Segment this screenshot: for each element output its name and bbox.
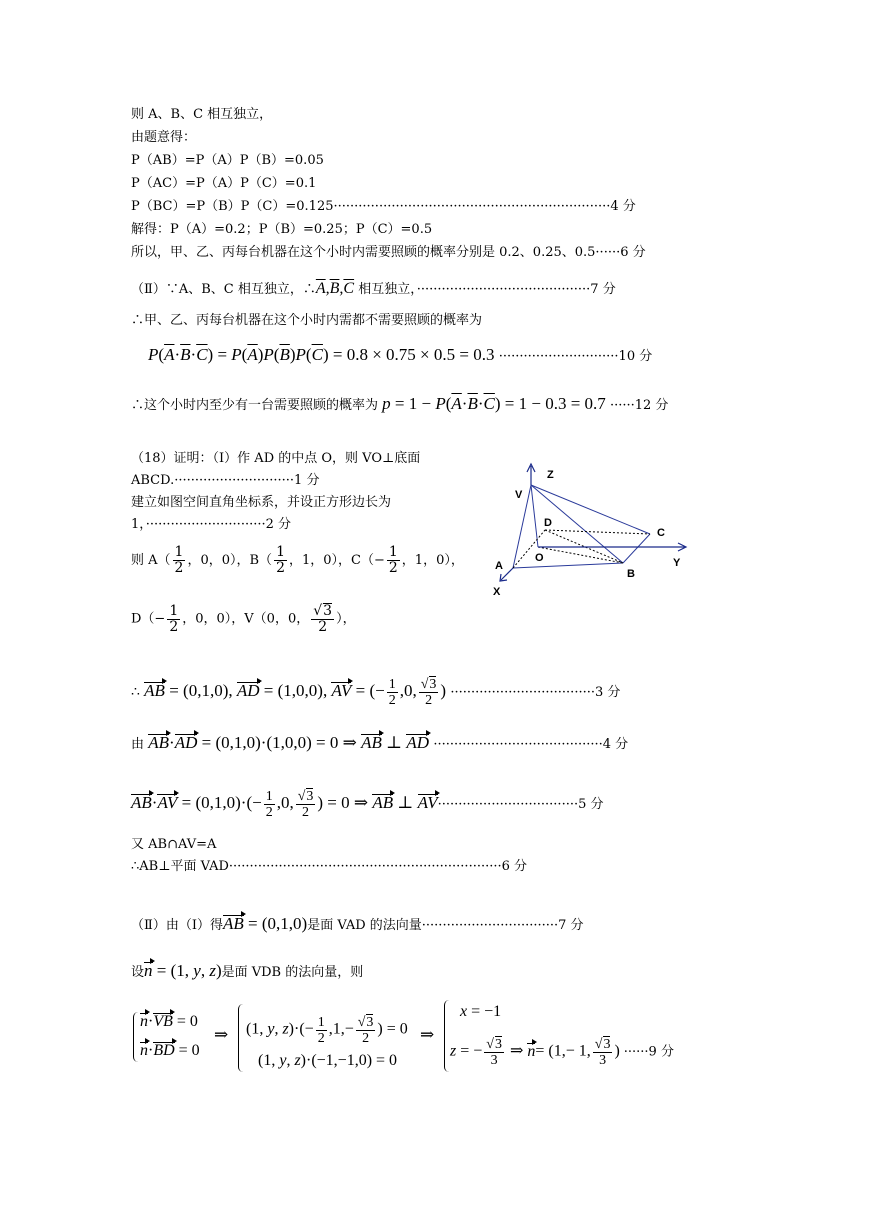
equation: 由 AB·AD = (0,1,0)·(1,0,0) = 0 ⇒ AB ⊥ AD ·········································4 分 (131, 733, 629, 752)
text-line: （Ⅱ）∵A、B、C 相互独立，$\therefore\overline{A},\overline{B},\overline{C}$ 相互独立，··········································7 分 (131, 280, 616, 297)
brace (444, 1000, 449, 1072)
edge-ab (513, 563, 623, 568)
label-b: B (627, 568, 635, 580)
label-z: Z (547, 469, 554, 481)
text-line: （18）证明：（Ⅰ）作 AD 的中点 O，则 VO⊥底面 (131, 451, 421, 466)
text-line: ABCD.·····························1 分 (131, 473, 320, 488)
edge-ob (538, 547, 623, 563)
label-y: Y (673, 557, 681, 569)
brace (133, 1012, 138, 1062)
label-x: X (493, 586, 501, 598)
text-line: ∴这个小时内至少有一台需要照顾的概率为 $p = 1 - P(\overline{A}\cdot\overline{B}\cdot\overline{C}) = 1 - 0.3 = 0.7 \cdot\cdot\cdot\cdot\cdot\cdot 12$ 分 (131, 394, 669, 413)
label-c: C (657, 527, 665, 539)
text-line: 则 A、B、C 相互独立， (131, 107, 273, 122)
edge-dc (545, 530, 650, 534)
text-line: 1，·····························2 分 (131, 517, 292, 532)
text-line: 又 AB∩AV=A (131, 837, 217, 852)
text-line: 解得：P（A）=0.2；P（B）=0.25；P（C）=0.5 (131, 222, 433, 237)
text-line: 建立如图空间直角坐标系，并设正方形边长为 (131, 495, 392, 510)
text-line: 由题意得： (131, 130, 197, 145)
edge-bc (623, 534, 650, 563)
text-line: P（AB）=P（A）P（B）=0.05 (131, 153, 324, 168)
text-line: 设n = (1, y, z)是面 VDB 的法向量，则 (131, 961, 364, 980)
label-o: O (535, 552, 544, 564)
coordinate-pyramid-figure (485, 460, 700, 600)
text-line: P（AC）=P（A）P（C）=0.1 (131, 176, 317, 191)
equation: AB·AV = (0,1,0)·(− $\frac{1}{2}$ ,0, $\frac{√3}{2}$ ) = 0 ⇒ AB ⊥ AV··································5 分 (131, 788, 604, 820)
text-line: 所以，甲、乙、丙每台机器在这个小时内需要照顾的概率分别是 0.2、0.25、0.5······6 分 (131, 245, 646, 260)
text-line: P（BC）=P（B）P（C）=0.125···································································4 分 (131, 199, 636, 214)
text-line: 则 A（ $\frac{1}{2}$ ，0，0），B（ $\frac{1}{2}$ ，1，0），C（− $\frac{1}{2}$ ，1，0）， (131, 544, 464, 576)
equation: $P(\overline{A}\cdot\overline{B}\cdot\overline{C}) = P(\overline{A})P(\overline{B})P(\overline{C}) = 0.8 \times 0.75 \times 0.5 = 0.3 \cdot\cdot\cdot\cdot\cdot\cdot\cdot\cdot\cdot\cdot\cdot\cdot\cdot\cdot\cdot\cdot\cdot\cdot\cdot\cdot\cdot\cdot\cdot\cdot\cdot\cdot\cdot\cdot\cdot 10$ 分 (148, 345, 653, 364)
label-v: V (515, 489, 523, 501)
label-d: D (544, 517, 552, 529)
text-line: （Ⅱ）由（Ⅰ）得AB = (0,1,0)是面 VAD 的法向量·································7 分 (131, 914, 584, 933)
text-line: ∴AB⊥平面 VAD··································································6 分 (131, 859, 528, 874)
brace (238, 1004, 243, 1072)
text-line: D（− $\frac{1}{2}$ ，0，0），V（0，0， $\frac{√3}{2}$ ）， (131, 602, 356, 635)
equation: ∴ AB = (0,1,0), AD = (1,0,0), AV = (− $\frac{1}{2}$ ,0, $\frac{√3}{2}$ ) ···································3 分 (131, 676, 621, 708)
edge-vo (531, 485, 538, 547)
label-a: A (495, 560, 503, 572)
text-line: ∴甲、乙、丙每台机器在这个小时内需都不需要照顾的概率为 (131, 313, 483, 328)
